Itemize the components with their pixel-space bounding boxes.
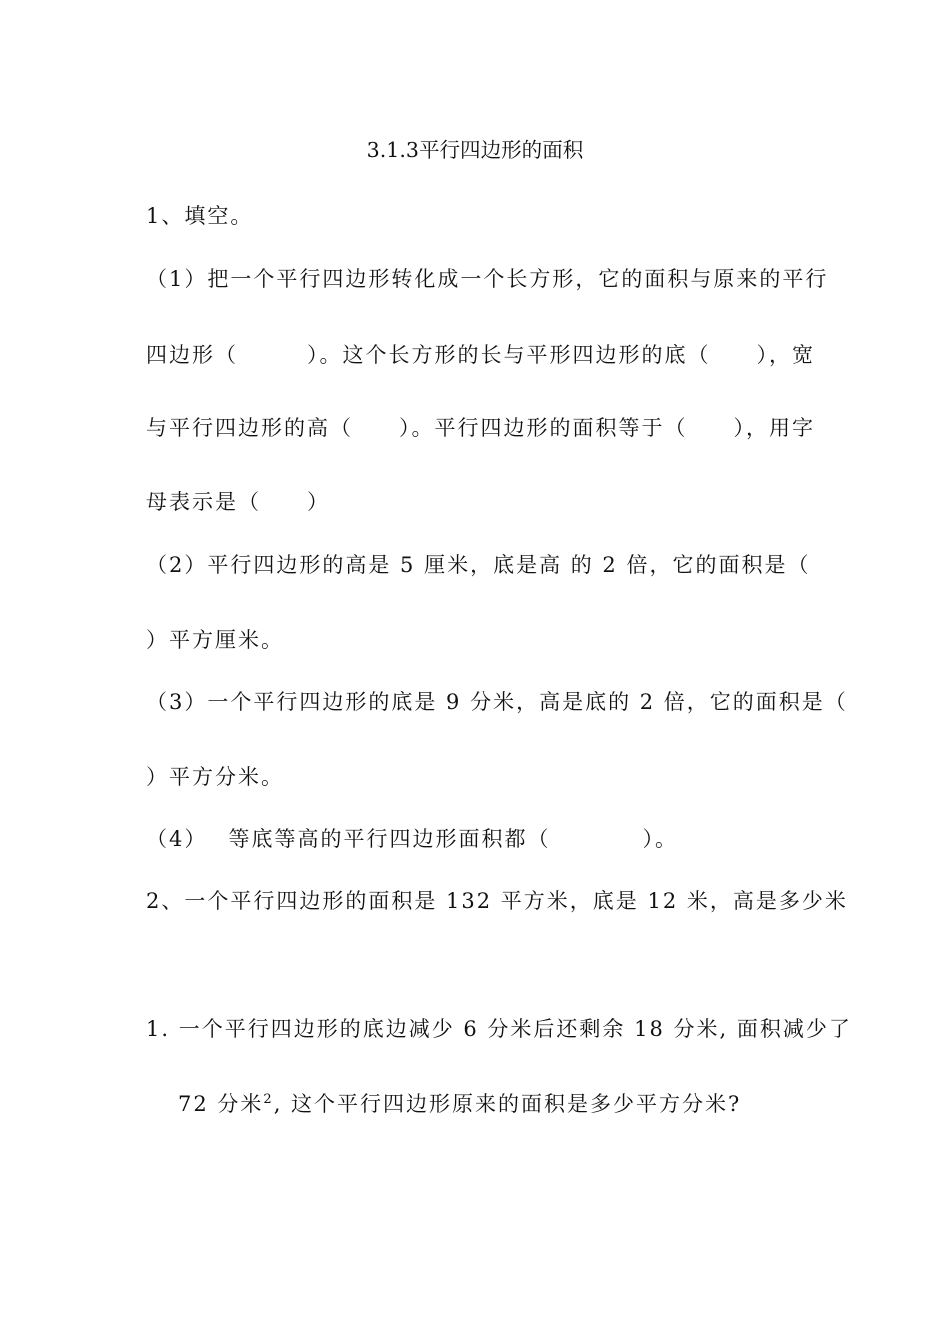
question-1-line-2: 四边形（ ）。这个长方形的长与平形四边形的底（ ），宽	[146, 343, 815, 367]
section-3-line-2-pre: 72 分米	[178, 1092, 264, 1116]
section-1-heading: 1、填空。	[146, 204, 254, 228]
question-3-line-1: （3）一个平行四边形的底是 9 分米，高是底的 2 倍，它的面积是（	[146, 690, 848, 714]
square-superscript: 2	[263, 1092, 274, 1107]
question-1-line-1: （1）把一个平行四边形转化成一个长方形，它的面积与原来的平行	[146, 267, 829, 291]
section-3-line-1: 1. 一个平行四边形的底边减少 6 分米后还剩余 18 分米, 面积减少了	[146, 1017, 852, 1041]
section-2-question: 2、一个平行四边形的面积是 132 平方米，底是 12 米，高是多少米	[146, 889, 848, 913]
question-3-line-2: ）平方分米。	[146, 765, 284, 789]
question-1-line-3: 与平行四边形的高（ ）。平行四边形的面积等于（ ），用字	[146, 416, 815, 440]
question-4-line-1: （4） 等底等高的平行四边形面积都（ ）。	[146, 827, 679, 851]
page-title: 3.1.3平行四边形的面积	[366, 138, 584, 162]
section-3-line-2	[178, 1090, 741, 1118]
question-2-line-2: ）平方厘米。	[146, 628, 284, 652]
question-1-line-4: 母表示是（ ）	[146, 490, 330, 514]
question-2-line-1: （2）平行四边形的高是 5 厘米，底是高 的 2 倍，它的面积是（	[146, 553, 811, 577]
section-3-line-2-post: , 这个平行四边形原来的面积是多少平方分米?	[273, 1092, 742, 1116]
